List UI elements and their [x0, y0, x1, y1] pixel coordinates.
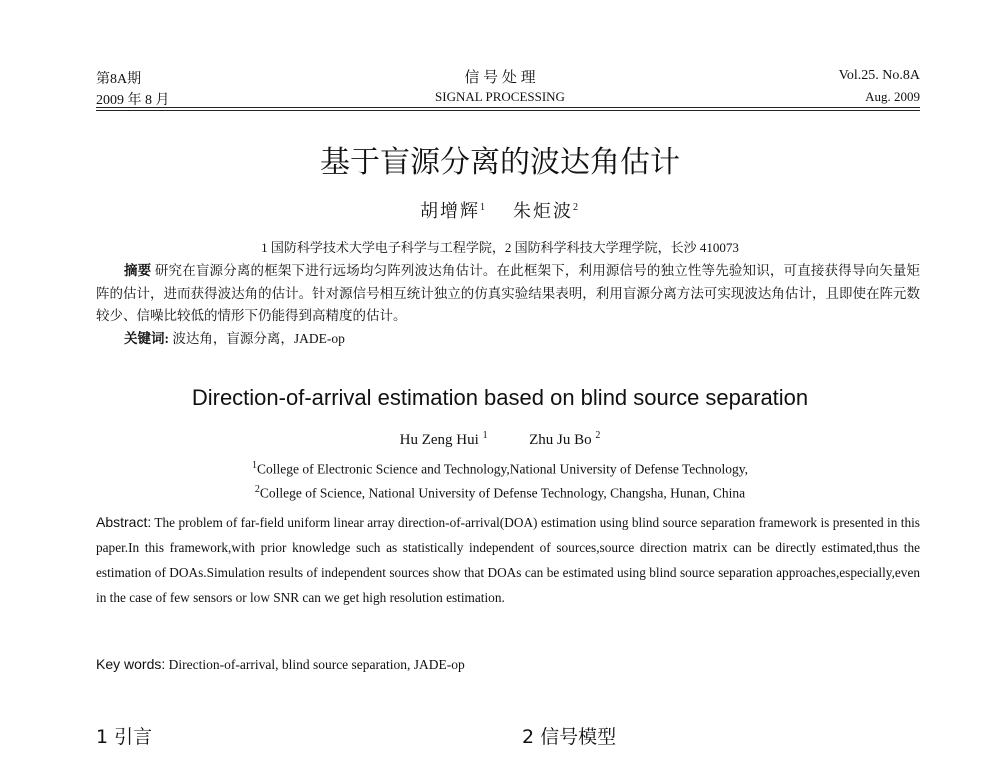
author-cn-2-sup: 2	[573, 202, 580, 213]
keywords-en-label: Key words:	[96, 656, 166, 672]
keywords-cn-text: 波达角，盲源分离，JADE-op	[172, 330, 345, 346]
affiliation-en-1-sup: 1	[251, 460, 257, 471]
header-date-cn: 2009 年 8 月	[96, 93, 170, 108]
affiliation-en-1-text: College of Electronic Science and Technology,National University of Defense Technology,	[256, 461, 749, 477]
abstract-cn	[96, 260, 920, 350]
paper-title-en: Direction-of-arrival estimation based on blind source separation	[191, 385, 809, 410]
header-journal-en: SIGNAL PROCESSING	[435, 89, 565, 104]
author-cn-1-sup: 1	[480, 202, 487, 213]
affiliation-en-2	[0, 484, 1000, 502]
author-en-1: Hu Zeng Hui	[399, 432, 479, 448]
header-rule-bottom	[96, 110, 920, 111]
keywords-en	[96, 656, 465, 673]
authors-en	[0, 430, 1000, 449]
abstract-en-text: The problem of far-field uniform linear array direction-of-arrival(DOA) estimation using blind source separation framework is presented in this paper.In this framework,with prior knowledge such as statistically independent of sources,source direction matrix can be directly estimated,thus the estimation of DOAs.Simulation results of independent sources show that DOAs can be estimated using blind source separation approaches,especially,even in the case of few sensors or low SNR can we get high resolution estimation.	[96, 515, 920, 605]
abstract-en-label: Abstract:	[96, 514, 152, 530]
abstract-cn-text: 研究在盲源分离的框架下进行远场均匀阵列波达角估计。在此框架下，利用源信号的独立性等先验知识，可直接获得导向矢量矩阵的估计，进而获得波达角的估计。针对源信号相互统计独立的仿真实验结果表明，利用盲源分离方法可实现波达角估计，且即使在阵元数较少、信噪比较低的情形下仍能得到高精度的估计。	[96, 263, 921, 323]
affiliation-en-2-sup: 2	[254, 484, 260, 495]
abstract-en	[96, 510, 920, 610]
header-volume: Vol.25. No.8A	[838, 68, 920, 83]
header-journal-cn: 信 号 处 理	[464, 70, 536, 86]
author-en-2: Zhu Ju Bo	[529, 432, 592, 448]
affiliation-en-2-text: College of Science, National University of Defense Technology, Changsha, Hunan, China	[259, 485, 746, 501]
header-issue: 第8A期	[96, 72, 142, 87]
author-cn-2: 朱炬波	[513, 201, 573, 221]
header-date-en: Aug. 2009	[865, 89, 920, 104]
author-en-1-sup: 1	[482, 430, 488, 441]
keywords-en-text: Direction-of-arrival, blind source separation, JADE-op	[168, 657, 465, 672]
paper-title-cn: 基于盲源分离的波达角估计	[320, 145, 680, 180]
keywords-cn	[96, 328, 920, 351]
abstract-cn-label: 摘要	[124, 263, 152, 278]
section-heading-1: 1 引言	[96, 726, 153, 748]
author-cn-1: 胡增辉	[420, 201, 480, 221]
author-en-2-sup: 2	[595, 430, 601, 441]
header-rule-top	[96, 107, 920, 108]
affiliation-cn: 1 国防科学技术大学电子科学与工程学院，2 国防科学科技大学理学院，长沙 410073	[261, 240, 739, 255]
section-heading-2: 2 信号模型	[522, 726, 617, 748]
authors-cn	[0, 197, 1000, 223]
keywords-cn-label: 关键词:	[124, 330, 169, 346]
affiliation-en-1	[0, 460, 1000, 478]
